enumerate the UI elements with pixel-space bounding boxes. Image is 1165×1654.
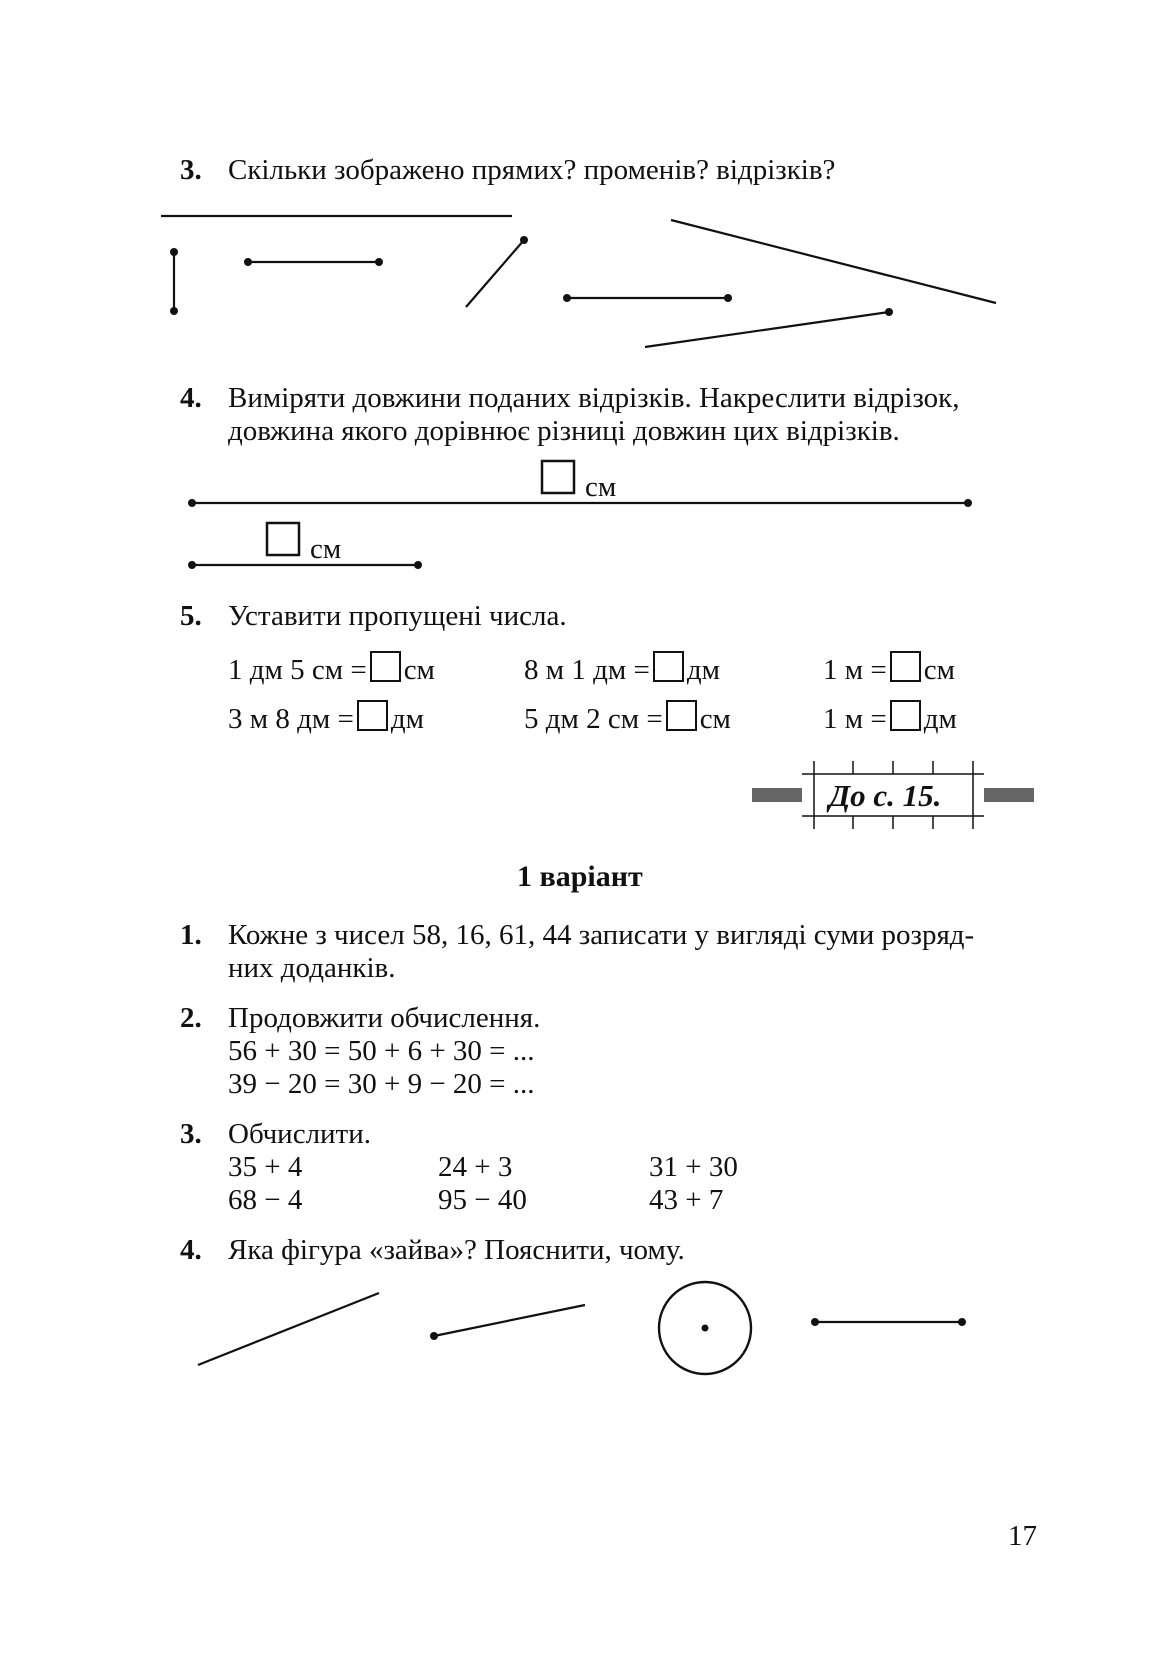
v-task3-question: Обчислити. [228, 1118, 372, 1150]
v-task1-line2: них доданків. [228, 952, 396, 984]
task4-unit-short: см [310, 533, 342, 565]
expression: 95 − 40 [438, 1184, 527, 1216]
conversion-left: 8 м 1 дм = [524, 654, 650, 686]
variant-title: 1 варіант [517, 860, 643, 893]
page-number: 17 [1008, 1520, 1037, 1552]
expression: 31 + 30 [649, 1151, 738, 1183]
expression: 35 + 4 [228, 1151, 303, 1183]
conversion-unit: дм [390, 703, 424, 735]
v-task3-number: 3. [180, 1118, 202, 1150]
conversion-unit: см [699, 703, 731, 735]
v-task4-number: 4. [180, 1234, 202, 1266]
task3-question: Скільки зображено прямих? променів? відрізків? [228, 154, 836, 186]
v-task2-number: 2. [180, 1002, 202, 1034]
expression: 68 − 4 [228, 1184, 303, 1216]
task4-unit-long: см [585, 471, 617, 503]
conversion-unit: см [403, 654, 435, 686]
figure-line [198, 1293, 379, 1365]
figure-ray [430, 1305, 585, 1340]
v-task1-number: 1. [180, 919, 202, 951]
v-task2-question: Продовжити обчислення. [228, 1002, 541, 1034]
task3-number: 3. [180, 154, 202, 186]
conversion-left: 1 м = [823, 654, 887, 686]
task5-question: Уставити пропущені числа. [228, 600, 567, 632]
conversion-left: 1 м = [823, 703, 887, 735]
section-marker-label: До с. 15. [829, 778, 942, 813]
task5-number: 5. [180, 600, 202, 632]
conversion-left: 3 м 8 дм = [228, 703, 354, 735]
v-task1-line1: Кожне з чисел 58, 16, 61, 44 записати у вигляді суми розряд- [228, 919, 975, 951]
task4-number: 4. [180, 382, 202, 414]
conversion-unit: см [923, 654, 955, 686]
v-task2-line: 56 + 30 = 50 + 6 + 30 = ... [228, 1035, 535, 1067]
conversion-unit: дм [686, 654, 720, 686]
conversion-left: 1 дм 5 см = [228, 654, 367, 686]
conversion-left: 5 дм 2 см = [524, 703, 663, 735]
task4-line1: Виміряти довжини поданих відрізків. Накреслити відрізок, [228, 382, 960, 414]
figure-circle [659, 1282, 751, 1374]
expression: 43 + 7 [649, 1184, 724, 1216]
v-task4-question: Яка фігура «зайва»? Пояснити, чому. [228, 1234, 685, 1266]
v-task2-line: 39 − 20 = 30 + 9 − 20 = ... [228, 1068, 535, 1100]
expression: 24 + 3 [438, 1151, 513, 1183]
task4-line2: довжина якого дорівнює різниці довжин цих відрізків. [228, 415, 900, 447]
figure-segment [811, 1318, 966, 1326]
conversion-unit: дм [923, 703, 957, 735]
